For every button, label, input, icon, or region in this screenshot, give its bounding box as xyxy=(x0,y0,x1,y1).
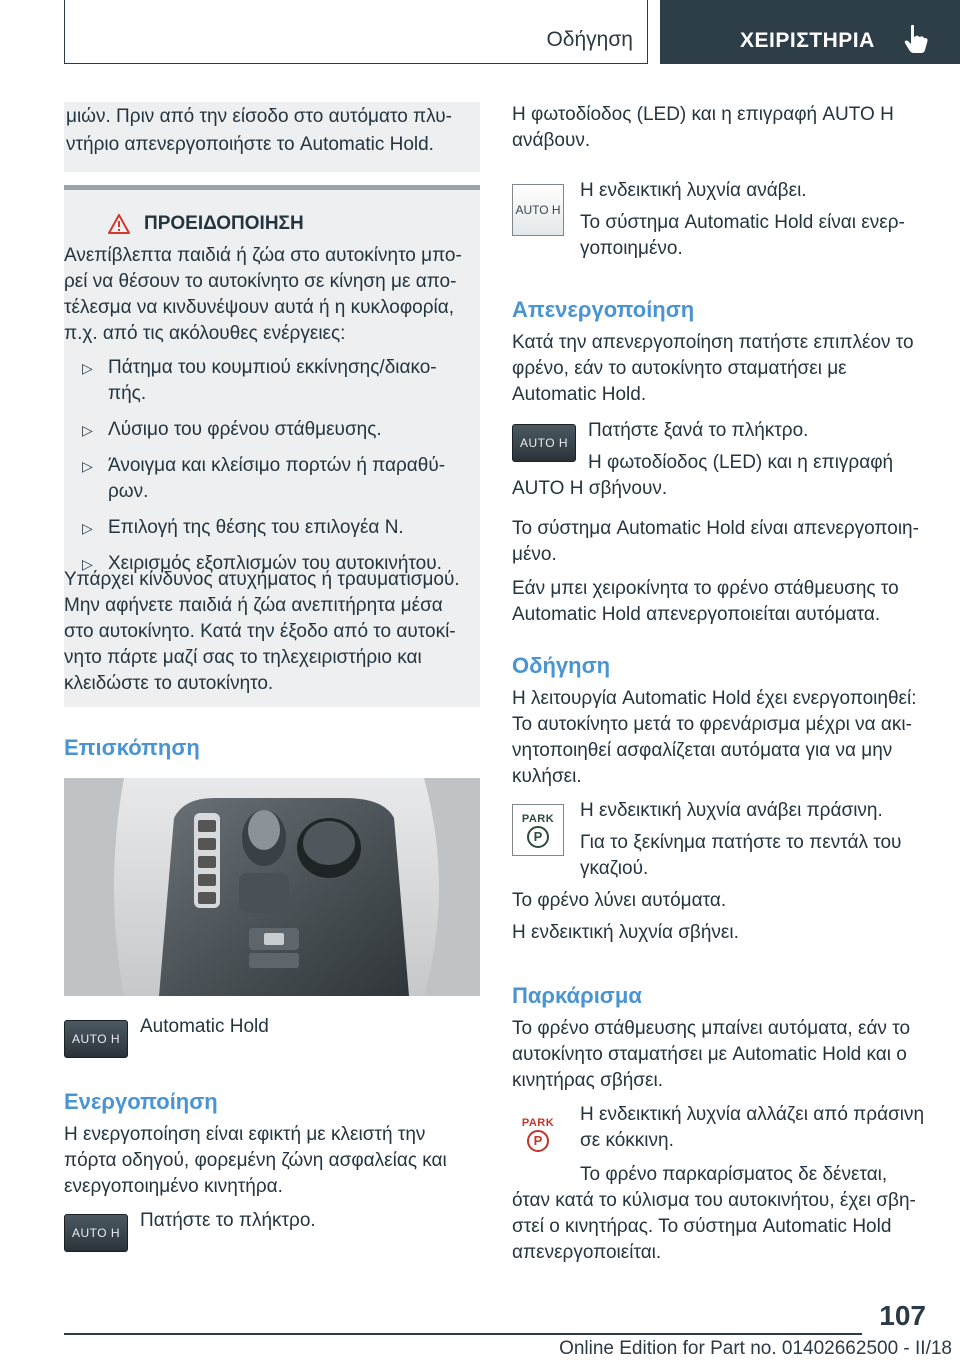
footer-edition: Online Edition for Part no. 01402662500 - II/18 xyxy=(559,1338,952,1359)
auto-h-caption: Automatic Hold xyxy=(140,1016,269,1037)
auto-off-line: Automatic Hold απενεργοποιείται αυτόματα. xyxy=(512,604,881,625)
activation-line: ενεργοποιημένο κινητήρα. xyxy=(64,1176,283,1197)
center-console-image xyxy=(64,778,480,996)
warning-bullet-list xyxy=(78,355,468,587)
intro-box xyxy=(64,102,480,172)
final-line: απενεργοποιείται. xyxy=(512,1242,662,1263)
indicator-off-text: Η ενδεικτική λυχνία σβήνει. xyxy=(512,922,739,943)
warning-closing xyxy=(64,567,480,697)
deactivation-line: Κατά την απενεργοποίηση πατήστε επιπλέον το xyxy=(512,332,914,353)
system-inactive-text xyxy=(512,516,942,568)
chapter-tab xyxy=(660,0,960,64)
footer-divider xyxy=(64,1333,862,1335)
final-line-1: Το φρένο παρκαρίσματος δε δένεται, xyxy=(580,1164,888,1185)
warning-intro-line: Ανεπίβλεπτα παιδιά ή ζώα στο αυτοκίνητο μπο- xyxy=(64,245,462,266)
red-line: Η ενδεικτική λυχνία αλλάζει από πράσινη xyxy=(580,1104,925,1125)
warning-intro-line: τέλεσμα να κινδυνέψουν αυτά ή η κυκλοφορία, xyxy=(64,297,455,318)
intro-line-1: μιών. Πριν από την είσοδο στο αυτόματο πλυ- xyxy=(66,106,452,127)
warning-title-row xyxy=(108,213,304,235)
park-green-indicator-icon xyxy=(512,804,564,856)
park-symbol: P xyxy=(527,1130,549,1152)
driving-line: Το αυτοκίνητο μετά το φρενάρισμα μέχρι να ακι- xyxy=(512,714,912,735)
parking-line: αυτοκίνητο σταματήσει με Automatic Hold και ο xyxy=(512,1044,907,1065)
chapter-label: ΧΕΙΡΙΣΤΗΡΙΑ xyxy=(740,29,875,52)
page-number: 107 xyxy=(879,1300,926,1331)
driving-line: Η λειτουργία Automatic Hold έχει ενεργοποιηθεί: xyxy=(512,688,917,709)
deactivation-text xyxy=(512,330,928,408)
system-active-line: γοποιημένο. xyxy=(580,238,683,259)
warning-icon xyxy=(108,214,130,234)
auto-h-button-icon: AUTO H xyxy=(64,1214,128,1252)
warning-closing-line: νητο πάρτε μαζί σας το τηλεχειριστήριο και xyxy=(64,647,422,668)
section-label: Οδήγηση xyxy=(546,28,633,51)
parking-line: κινητήρας σβήσει. xyxy=(512,1070,664,1091)
red-change-text xyxy=(580,1102,940,1154)
list-item: ▷ Λύσιμο του φρένου στάθμευσης. xyxy=(82,419,382,440)
start-text xyxy=(580,830,930,882)
overview-heading: Επισκόπηση xyxy=(64,735,200,760)
system-active-text xyxy=(580,210,930,262)
press-button-text: Πατήστε το πλήκτρο. xyxy=(140,1210,316,1231)
led-off-line-1: Η φωτοδίοδος (LED) και η επιγραφή xyxy=(588,452,894,473)
park-red-indicator-icon xyxy=(512,1108,564,1160)
park-symbol: P xyxy=(527,826,549,848)
auto-off-text xyxy=(512,576,928,628)
red-line: σε κόκκινη. xyxy=(580,1130,674,1151)
system-inactive-line: Το σύστημα Automatic Hold είναι απενεργοποιη- xyxy=(512,518,919,539)
auto-h-button-icon: AUTO H xyxy=(64,1020,128,1058)
led-line: ανάβουν. xyxy=(512,130,591,151)
auto-off-line: Εάν μπει χειροκίνητα το φρένο στάθμευσης το xyxy=(512,578,899,599)
warning-title: ΠΡΟΕΙΔΟΠΟΙΗΣΗ xyxy=(144,213,304,234)
warning-closing-line: Υπάρχει κίνδυνος ατυχήματος ή τραυματισμού. xyxy=(64,569,460,590)
led-on-text xyxy=(512,102,928,154)
driving-heading: Οδήγηση xyxy=(512,653,611,678)
driving-line: νητοποιηθεί ασφαλίζεται αυτόματα για να μην xyxy=(512,740,893,761)
system-inactive-line: μένο. xyxy=(512,544,557,565)
section-tab xyxy=(64,0,648,64)
park-label: PARK xyxy=(521,812,555,825)
warning-intro-line: ρεί να θέσουν το αυτοκίνητο σε κίνηση με απο- xyxy=(64,271,457,292)
green-on-text: Η ενδεικτική λυχνία ανάβει πράσινη. xyxy=(580,800,883,821)
final-text xyxy=(512,1188,942,1266)
auto-h-button-icon: AUTO H xyxy=(512,424,576,462)
list-item: ▷ Πάτημα του κουμπιού εκκίνησης/διακο- πής. xyxy=(82,357,437,404)
steering-hand-icon xyxy=(903,24,929,54)
warning-closing-line: κλειδώστε το αυτοκίνητο. xyxy=(64,673,274,694)
driving-text xyxy=(512,686,942,790)
deactivation-line: Automatic Hold. xyxy=(512,384,647,405)
list-item: ▷ Επιλογή της θέσης του επιλογέα N. xyxy=(82,517,404,538)
final-line: όταν κατά το κύλισμα του αυτοκινήτου, έχει σβη- xyxy=(512,1190,916,1211)
final-line: στεί ο κινητήρας. Το σύστημα Automatic Hold xyxy=(512,1216,892,1237)
parking-line: Το φρένο στάθμευσης μπαίνει αυτόματα, εάν το xyxy=(512,1018,911,1039)
warning-bar xyxy=(64,185,480,190)
parking-heading: Παρκάρισμα xyxy=(512,983,642,1008)
activation-heading: Ενεργοποίηση xyxy=(64,1089,218,1114)
led-line: Η φωτοδίοδος (LED) και η επιγραφή AUTO H xyxy=(512,104,894,125)
list-item: ▷ Άνοιγμα και κλείσιμο πορτών ή παραθύ- ρων. xyxy=(82,455,446,502)
auto-h-indicator-icon: AUTO H xyxy=(512,184,564,236)
parking-text xyxy=(512,1016,942,1094)
intro-line-2: ντήριο απενεργοποιήστε το Automatic Hold. xyxy=(66,134,434,155)
indicator-on-text: Η ενδεικτική λυχνία ανάβει. xyxy=(580,180,807,201)
system-active-line: Το σύστημα Automatic Hold είναι ενερ- xyxy=(580,212,905,233)
led-off-line-2: AUTO H σβήνουν. xyxy=(512,478,668,499)
warning-closing-line: Μην αφήνετε παιδιά ή ζώα ανεπιτήρητα μέσα xyxy=(64,595,443,616)
start-line: γκαζιού. xyxy=(580,858,649,879)
warning-intro-line: π.χ. από τις ακόλουθες ενέργειες: xyxy=(64,323,346,344)
driving-line: κυλήσει. xyxy=(512,766,582,787)
activation-text xyxy=(64,1122,480,1200)
activation-line: Η ενεργοποίηση είναι εφικτή με κλειστή την xyxy=(64,1124,426,1145)
start-line: Για το ξεκίνημα πατήστε το πεντάλ του xyxy=(580,832,902,853)
park-label: PARK xyxy=(521,1116,555,1129)
activation-line: πόρτα οδηγού, φορεμένη ζώνη ασφαλείας και xyxy=(64,1150,447,1171)
press-again-text: Πατήστε ξανά το πλήκτρο. xyxy=(588,420,809,441)
warning-intro xyxy=(64,243,480,347)
deactivation-line: φρένο, εάν το αυτοκίνητο σταματήσει με xyxy=(512,358,847,379)
center-console-illustration xyxy=(64,778,480,996)
list-item: ▷ Χειρισμός εξοπλισμών του αυτοκινήτου. xyxy=(82,553,442,574)
warning-closing-line: στο αυτοκίνητο. Κατά την έξοδο από το αυτοκί- xyxy=(64,621,456,642)
deactivation-heading: Απενεργοποίηση xyxy=(512,297,695,322)
warning-box xyxy=(64,185,480,707)
brake-release-text: Το φρένο λύνει αυτόματα. xyxy=(512,890,727,911)
